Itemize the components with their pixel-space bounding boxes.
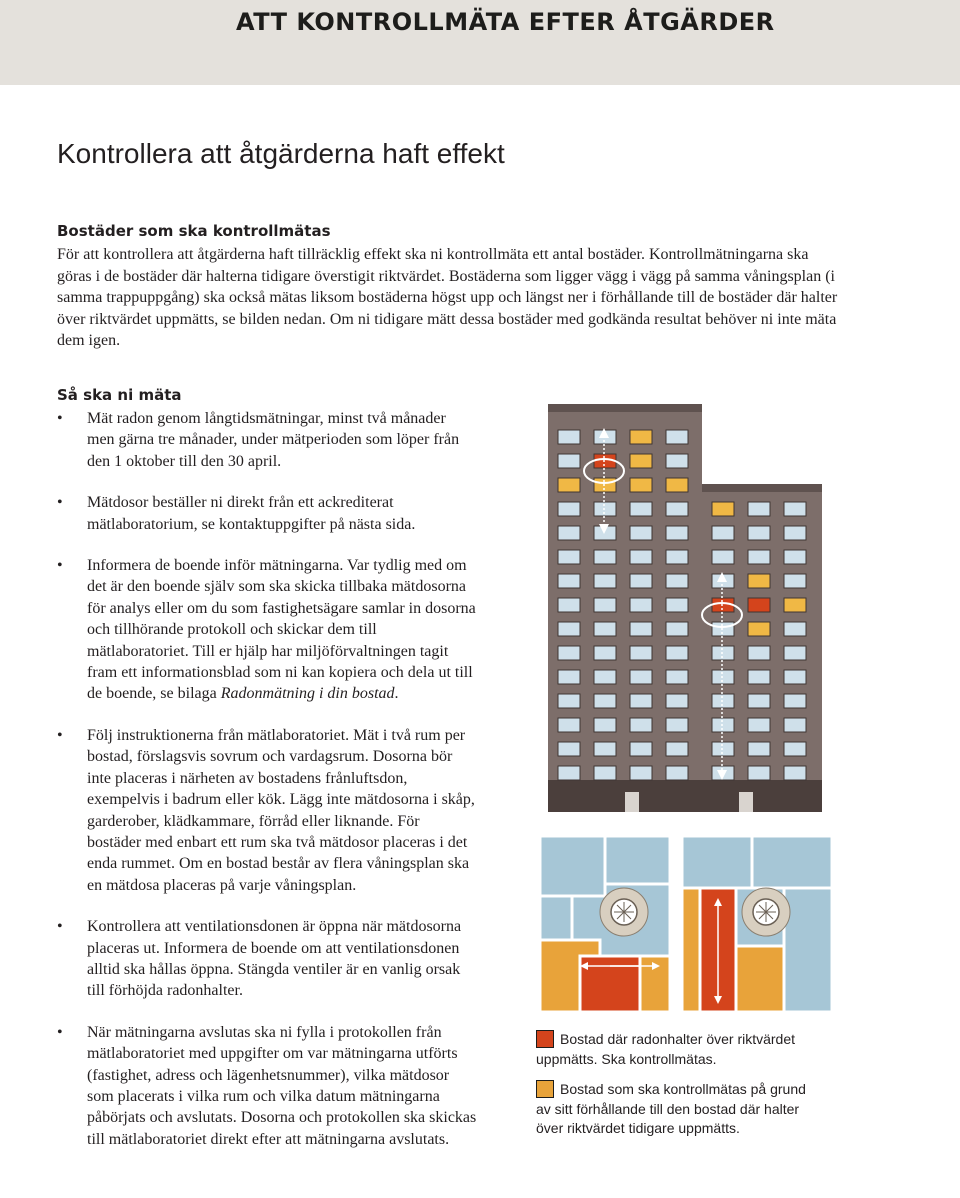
entrance-door (625, 792, 639, 812)
list-item (57, 916, 477, 1002)
facade-window (558, 454, 580, 468)
facade-window (748, 646, 770, 660)
facade-window (558, 478, 580, 492)
facade-window (594, 574, 616, 588)
bullet-marker: • (57, 1023, 63, 1041)
facade-window (784, 718, 806, 732)
legend-item-orange (536, 1080, 806, 1139)
bullet-marker: • (57, 557, 63, 575)
facade-window (558, 670, 580, 684)
facade-window (630, 454, 652, 468)
facade-window (666, 670, 688, 684)
building-facade (548, 404, 822, 812)
facade-window (630, 622, 652, 636)
legend-item-red (536, 1030, 806, 1069)
facade-window (594, 742, 616, 756)
facade-window (630, 526, 652, 540)
facade-window (594, 550, 616, 564)
facade-window (630, 742, 652, 756)
facade-window (594, 622, 616, 636)
legend-text: Bostad där radonhalter över riktvärdet uppmätts. Ska kontrollmätas. (536, 1031, 796, 1067)
list-item-text: Informera de boende inför mätningarna. Var tydlig med om det är den boende själv som ska skicka tillbaka mätdosorna för analys eller om du som fastighetsägare samlar in dosorna och tillhörande protokoll och skickar dem till mätlaboratoriet. Till er hjälp har miljöförvaltningen tagit fram ett informationsblad som ni kan kopiera och dela ut till de boende, se bilaga (87, 557, 476, 703)
facade-window (630, 598, 652, 612)
facade-window (784, 598, 806, 612)
bullet-marker: • (57, 918, 63, 936)
facade-window (594, 670, 616, 684)
apartment-red (580, 956, 640, 1012)
facade-window (666, 646, 688, 660)
page-title: Kontrollera att åtgärderna haft effekt (57, 138, 505, 169)
header-title: ATT KONTROLLMÄTA EFTER ÅTGÄRDER (236, 8, 775, 36)
instruction-list (57, 408, 477, 1170)
legend-swatch-orange (536, 1080, 554, 1098)
list-item-text: Kontrollera att ventilationsdonen är öppna när mätdosorna placeras ut. Informera de boende om att ventilationsdonen alltid ska hållas öppna. Stängda ventiler är en vanlig orsak till förhöjda radonhalter. (87, 918, 462, 1000)
section-heading-bostader: Bostäder som ska kontrollmätas (57, 222, 331, 240)
facade-window (784, 526, 806, 540)
facade-window (594, 766, 616, 780)
facade-window (630, 766, 652, 780)
facade-window (712, 502, 734, 516)
ventilation-fan-icon (600, 888, 648, 936)
list-item-text: Följ instruktionerna från mätlaboratoriet. Mät i två rum per bostad, förslagsvis sovrum och vardagsrum. Dosorna bör inte placeras i närheten av bostadens frånluftsdon, exempelvis i badrum eller kök. Lägg inte mätdosorna i skåp, garderober, klädkammare, förråd eller liknande. För bostäder med enbart ett rum ska två mätdosor placeras i det enda rummet. Om en bostad består av flera våningsplan ska en mätdosa placeras på varje våningsplan. (87, 726, 475, 894)
ground-floor (548, 780, 822, 812)
facade-window (594, 478, 616, 492)
facade-window (666, 742, 688, 756)
facade-window (712, 622, 734, 636)
facade-window (748, 502, 770, 516)
section-heading-mata: Så ska ni mäta (57, 386, 182, 404)
facade-window (748, 574, 770, 588)
facade-window (748, 742, 770, 756)
facade-window (748, 550, 770, 564)
facade-window (666, 430, 688, 444)
facade-window (666, 622, 688, 636)
list-item-text: När mätningarna avslutas ska ni fylla i protokollen från mätlaboratoriet med uppgifter om var mätningarna utförts (fastighet, adress och lägenhetsnummer), vilka mätdosor som placerats i vilka rum och vilka datum mätningarna påbörjats och avslutats. Dosorna och protokollen ska skickas till mätlaboratoriet direkt efter att mätningarna avslutats. (87, 1023, 477, 1148)
building-illustration (524, 400, 954, 1020)
facade-window (666, 718, 688, 732)
facade-window (558, 598, 580, 612)
facade-window (594, 646, 616, 660)
list-item (57, 1022, 477, 1150)
facade-window (748, 766, 770, 780)
facade-window (594, 718, 616, 732)
intro-paragraph: För att kontrollera att åtgärderna haft tillräcklig effekt ska ni kontrollmäta ett antal bostäder. Kontrollmätningarna ska göras i de bostäder där halterna tidigare överstigit riktvärdet. Bostäderna som ligger vägg i vägg på samma våningsplan (i samma trappuppgång) ska också mätas liksom bostäderna högst upp och längst ner i förhållande till de bostäder där halter över riktvärdet uppmätts, se bilden nedan. Om ni tidigare mätt dessa bostäder med godkända resultat behöver ni inte mäta dem igen. (57, 246, 838, 349)
facade-window (666, 694, 688, 708)
facade-window (558, 694, 580, 708)
facade-window (712, 718, 734, 732)
facade-window (712, 742, 734, 756)
facade-window (748, 598, 770, 612)
list-item (57, 492, 477, 535)
facade-window (748, 718, 770, 732)
facade-window (666, 766, 688, 780)
facade-window (712, 526, 734, 540)
facade-window (784, 574, 806, 588)
facade-window (558, 622, 580, 636)
facade-window (594, 694, 616, 708)
legend-swatch-red (536, 1030, 554, 1048)
facade-window (558, 526, 580, 540)
list-item (57, 408, 477, 472)
list-item-text: Mätdosor beställer ni direkt från ett ackrediterat mätlaboratorium, se kontaktuppgifter på nästa sida. (87, 494, 416, 533)
entrance-door (739, 792, 753, 812)
facade-window (558, 742, 580, 756)
facade-window (784, 742, 806, 756)
facade-window (712, 550, 734, 564)
bullet-marker: • (57, 494, 63, 512)
facade-window (558, 502, 580, 516)
bullet-marker: • (57, 410, 63, 427)
facade-window (594, 598, 616, 612)
facade-window (630, 670, 652, 684)
facade-window (748, 670, 770, 684)
facade-window (748, 622, 770, 636)
attachment-title: Radonmätning i din bostad (220, 685, 395, 703)
facade-window (784, 502, 806, 516)
facade-window (712, 670, 734, 684)
list-item-text-end: . (394, 685, 399, 703)
facade-window (558, 718, 580, 732)
facade-window (558, 430, 580, 444)
legend-text: Bostad som ska kontrollmätas på grund av sitt förhållande till den bostad där halter över riktvärdet tidigare uppmätts. (536, 1081, 806, 1136)
facade-window (630, 574, 652, 588)
facade-window (784, 670, 806, 684)
facade-window (712, 646, 734, 660)
facade-window (784, 550, 806, 564)
facade-window (630, 718, 652, 732)
floor-plan (540, 836, 832, 1012)
list-item-text: Mät radon genom långtidsmätningar, minst två månader men gärna tre månader, under mätperioden som löper från den 1 oktober till den 30 april. (87, 410, 460, 470)
facade-window (630, 550, 652, 564)
facade-window (558, 574, 580, 588)
facade-window (630, 478, 652, 492)
facade-window (558, 550, 580, 564)
facade-window (630, 694, 652, 708)
facade-window (594, 502, 616, 516)
ventilation-fan-icon (742, 888, 790, 936)
bullet-marker: • (57, 726, 63, 744)
facade-window (666, 574, 688, 588)
facade-window (558, 766, 580, 780)
facade-window (748, 694, 770, 708)
facade-window (630, 646, 652, 660)
facade-window (666, 478, 688, 492)
facade-window (666, 502, 688, 516)
facade-window (666, 454, 688, 468)
facade-window (630, 502, 652, 516)
facade-window (748, 526, 770, 540)
facade-window (784, 694, 806, 708)
list-item (57, 555, 477, 705)
facade-window (784, 646, 806, 660)
facade-window (784, 622, 806, 636)
facade-window (558, 646, 580, 660)
facade-window (784, 766, 806, 780)
facade-window (630, 430, 652, 444)
facade-window (712, 694, 734, 708)
facade-window (666, 550, 688, 564)
list-item (57, 725, 477, 896)
facade-window (666, 598, 688, 612)
facade-window (666, 526, 688, 540)
